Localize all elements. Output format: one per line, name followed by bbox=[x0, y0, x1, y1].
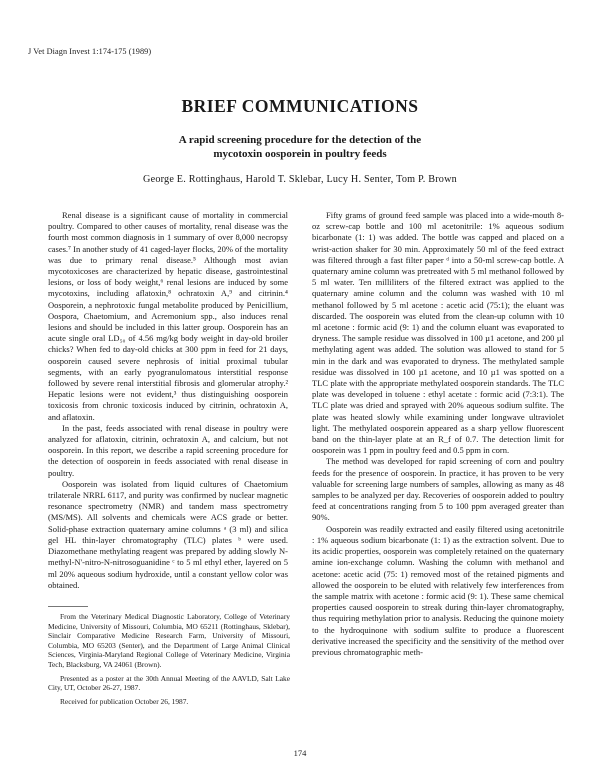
article-title-line-2: mycotoxin oosporein in poultry feeds bbox=[213, 148, 387, 160]
affiliation-footnote: From the Veterinary Medical Diagnostic Laboratory, College of Veterinary Medicine, University of Missouri, Columbia, MO 65211 (Rottinghaus, Sklebar), Sinclair Comparative Medicine Research Farm, University of Missouri, Columbia, MO 65203 (Senter), and the Department of Large Animal Clinical Sciences, Virginia-Maryland Regional College of Veterinary Medicine, Virginia Tech, Blacksburg, VA 24061 (Brown). bbox=[48, 612, 290, 669]
page-number: 174 bbox=[293, 748, 307, 758]
paragraph: Oosporein was readily extracted and easily filtered using acetonitrile : 1% aqueous sodium bicarbonate (1: 1) as the extraction solvent. Due to its acidic properties, oosporein was completely retained on the quaternary amine ion-exchange column. Washing the column with methanol and acetone: acetic acid (75: 1) removed most of the retained pigments and allowed the oosporein to be eluted with relatively few interferences from the sample matrix with acetone : formic acid (9: 1). These same chemical properties caused oosporein to streak during thin-layer chromatography, thus requiring methylation prior to analysis. Reducing the quinone moiety to the hydroquinone with sodium sulfite to produce a fluorescent derivative increased the specificity and the sensitivity of the method over previous chromatographic meth- bbox=[312, 523, 564, 657]
section-title: BRIEF COMMUNICATIONS bbox=[181, 96, 419, 116]
received-footnote: Received for publication October 26, 1987. bbox=[60, 696, 189, 706]
right-column bbox=[312, 210, 564, 658]
footnote-divider bbox=[48, 606, 88, 607]
presentation-footnote: Presented as a poster at the 30th Annual Meeting of the AAVLD, Salt Lake City, UT, October 26-27, 1987. bbox=[48, 673, 290, 693]
left-column bbox=[48, 210, 288, 591]
paragraph: Fifty grams of ground feed sample was placed into a wide-mouth 8-oz screw-cap bottle and 100 ml acetonitrile: 1% aqueous sodium bicarbonate (1: 1) was added. The bottle was capped and placed on a wrist-action shaker for 30 min. Approximately 50 ml of the feed extract was filtered through a fast filter paper ᵈ into a 50-ml screw-cap bottle. A quaternary amine column was pretreated with 5 ml methanol followed by 5 ml water. Ten milliliters of the filtered extract was applied to the quaternary amine column and the column was washed with 10 ml methanol followed by 5 ml acetone : acetic acid (75:1); the eluant was discarded. The oosporein was eluted from the clean-up column with 10 ml acetone : formic acid (9: 1) and the column eluant was evaporated to dryness. The sample residue was dissolved in 100 µ1 acetone, and 200 µl methylating agent was added. The solution was allowed to stand for 5 min in the dark and was evaporated to dryness. The methylated sample residue was dissolved in 100 µ1 acetone, and 10 µ1 was spotted on a TLC plate with the appropriate methylated oosporein standards. The TLC plate was developed in toluene : ethyl acetate : formic acid (7:3:1). The TLC plate was dried and sprayed with 20% aqueous sodium sulfite. The plate was heated slowly while examining under longwave ultraviolet light. The methylated oosporein appeared as a sharp yellow fluorescent band on the thin-layer plate at an R_f of 0.7. The detection limit for oosporein was 1 ppm in poultry feed and 0.5 ppm in corn. bbox=[312, 210, 564, 456]
author-list: George E. Rottinghaus, Harold T. Sklebar, Lucy H. Senter, Tom P. Brown bbox=[143, 174, 457, 185]
article-title-line-1: A rapid screening procedure for the detection of the bbox=[178, 134, 422, 146]
article-title bbox=[100, 133, 500, 161]
paragraph: Renal disease is a significant cause of mortality in commercial poultry. Compared to other causes of mortality, renal disease was the fourth most common diagnosis in 1 summary of over 8,000 necropsy cases.⁷ In another study of 41 caged-layer flocks, 20% of the mortality was due to primary renal disease.⁵ Although most avian mycotoxicoses are characterized by hepatic disease, gastrointestinal lesions, or loss of body weight,⁶ renal lesions are induced by some mycotoxins, including aflatoxin,⁸ ochratoxin A,⁹ and citrinin.⁴ Oosporein, a nephrotoxic fungal metabolite produced by Penicillium, Oospora, Chaetomium, and Acremonium spp., also induces renal lesions and should be included in this latter group. Oosporein has an acute single oral LD₅₀ of 4.56 mg/kg body weight in day-old broiler chicks? When fed to day-old chicks at 300 ppm in feed for 21 days, oosporein caused severe nephrosis of initial proximal tubular segments, with an early pyogranulomatous interstitial response followed by severe renal interstitial fibrosis and glomerular atrophy.² Hepatic lesions were not evident,³ thus distinguishing oosporein toxicosis from chronic toxicosis induced by citrinin, ochratoxin A, and aflatoxin. bbox=[48, 210, 288, 422]
paragraph: The method was developed for rapid screening of corn and poultry feeds for the presence of oosporein. In practice, it has proven to be very valuable for screening large numbers of samples, allowing as many as 48 samples to be analyzed per day. Recoveries of oosporein added to poultry feed at concentrations ranging from 5 to 100 ppm averaged greater than 90%. bbox=[312, 456, 564, 523]
journal-citation: J Vet Diagn Invest 1:174-175 (1989) bbox=[28, 47, 152, 56]
paragraph: Oosporein was isolated from liquid cultures of Chaetomium trilaterale NRRL 6117, and purity was confirmed by nuclear magnetic resonance spectrometry (NMR) and tandem mass spectrometry (MS/MS). All solvents and chemicals were ACS grade or better. Solid-phase extraction quaternary amine columns ᵃ (3 ml) and silica gel HL thin-layer chromatography (TLC) plates ᵇ were used. Diazomethane methylating reagent was prepared by adding slowly N-methyl-N'-nitro-N-nitrosoguanidine ᶜ to 5 ml ethyl ether, layered on 5 ml 20% aqueous sodium hydroxide, until a constant yellow color was obtained. bbox=[48, 478, 288, 590]
paragraph: In the past, feeds associated with renal disease in poultry were analyzed for aflatoxin, citrinin, ochratoxin A, and calcium, but not oosporein. In this report, we describe a rapid screening procedure for the detection of oosporein in feeds associated with renal disease in poultry. bbox=[48, 422, 288, 478]
footnotes bbox=[48, 612, 290, 706]
